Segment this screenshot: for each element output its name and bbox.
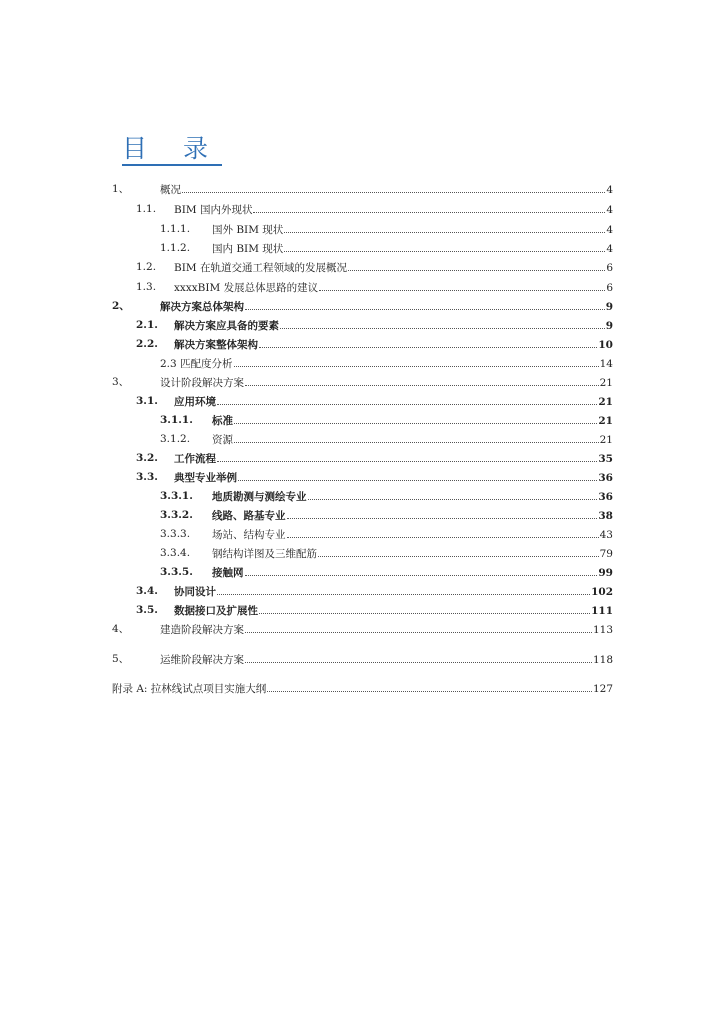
toc-entry-number: 4、 — [112, 623, 130, 635]
toc-dot-leader — [245, 651, 592, 663]
toc-entry[interactable] — [0, 450, 724, 466]
toc-entry-title: 工作流程 — [174, 453, 216, 465]
toc-entry[interactable] — [0, 336, 724, 352]
toc-entry-page: 21 — [598, 415, 613, 427]
toc-entry-title: BIM 在轨道交通工程领域的发展概况 — [174, 262, 347, 274]
toc-entry-page: 118 — [592, 654, 613, 666]
toc-dot-leader — [217, 450, 597, 462]
toc-entry-title: 2.3 匹配度分析 — [160, 358, 233, 370]
toc-dot-leader — [318, 545, 599, 557]
toc-entry[interactable] — [0, 602, 724, 618]
toc-entry-number: 3.3.2. — [160, 509, 193, 521]
toc-dot-leader — [234, 355, 599, 367]
toc-entry-title: 应用环境 — [174, 396, 216, 408]
toc-entry[interactable] — [0, 507, 724, 523]
toc-entry-number: 3.1.1. — [160, 414, 193, 426]
toc-entry-title: 数据接口及扩展性 — [174, 605, 258, 617]
toc-dot-leader — [234, 412, 597, 424]
toc-entry-page: 21 — [599, 434, 613, 446]
toc-dot-leader — [253, 201, 605, 213]
toc-entry-number: 1、 — [112, 183, 130, 195]
toc-dot-leader — [287, 507, 598, 519]
toc-entry[interactable] — [0, 526, 724, 542]
toc-entry-number: 3.3.3. — [160, 528, 191, 540]
toc-entry-page: 35 — [598, 453, 613, 465]
toc-entry-page: 9 — [605, 301, 613, 313]
toc-entry-title: 资源 — [212, 434, 233, 446]
toc-entry[interactable] — [0, 298, 724, 314]
toc-entry-page: 127 — [592, 683, 613, 695]
toc-entry-page: 4 — [606, 204, 613, 216]
toc-entry-page: 111 — [591, 605, 613, 617]
toc-entry[interactable] — [0, 317, 724, 333]
toc-dot-leader — [245, 564, 598, 576]
toc-entry[interactable] — [0, 488, 724, 504]
toc-dot-leader — [348, 259, 605, 271]
toc-entry-title: 解决方案总体架构 — [160, 301, 244, 313]
toc-entry-number: 3.2. — [136, 452, 158, 464]
toc-entry-title: 建造阶段解决方案 — [160, 624, 244, 636]
toc-entry[interactable] — [0, 393, 724, 409]
toc-entry[interactable] — [0, 240, 724, 256]
toc-entry[interactable] — [0, 279, 724, 295]
toc-entry-page: 4 — [606, 184, 613, 196]
toc-dot-leader — [308, 488, 598, 500]
toc-dot-leader — [182, 181, 605, 193]
toc-entry[interactable] — [0, 412, 724, 428]
toc-dot-leader — [234, 431, 599, 443]
toc-entry-title: 国内 BIM 现状 — [212, 243, 284, 255]
toc-dot-leader — [287, 526, 599, 538]
toc-dot-leader — [284, 221, 605, 233]
toc-entry-number: 2.2. — [136, 338, 158, 350]
toc-entry-page: 38 — [598, 510, 613, 522]
toc-entry[interactable] — [0, 583, 724, 599]
toc-title: 目 录 — [122, 134, 222, 166]
toc-entry[interactable] — [0, 431, 724, 447]
toc-entry-page: 9 — [605, 320, 613, 332]
toc-entry-number: 3.3. — [136, 471, 158, 483]
toc-entry-number: 1.1.2. — [160, 242, 191, 254]
toc-entry-number: 3.3.4. — [160, 547, 191, 559]
toc-entry-number: 3.5. — [136, 604, 158, 616]
toc-entry-title: 钢结构详图及三维配筋 — [212, 548, 317, 560]
toc-dot-leader — [245, 374, 599, 386]
toc-entry-title: 解决方案应具备的要素 — [174, 320, 279, 332]
toc-entry-title: 地质勘测与测绘专业 — [212, 491, 307, 503]
toc-entry-page: 21 — [598, 396, 613, 408]
toc-dot-leader — [217, 583, 590, 595]
toc-entry-title: 标准 — [212, 415, 233, 427]
toc-dot-leader — [267, 680, 592, 692]
toc-entry-number: 3.1.2. — [160, 433, 191, 445]
toc-entry-number: 3.3.5. — [160, 566, 193, 578]
toc-entry[interactable] — [0, 201, 724, 217]
toc-entry-title: 典型专业举例 — [174, 472, 237, 484]
toc-entry-page: 43 — [599, 529, 613, 541]
toc-entry-page: 36 — [598, 491, 613, 503]
toc-entry-number: 1.2. — [136, 261, 157, 273]
toc-entry-number: 3、 — [112, 376, 130, 388]
toc-entry-title: 接触网 — [212, 567, 244, 579]
toc-entry[interactable] — [0, 545, 724, 561]
toc-entry[interactable] — [0, 221, 724, 237]
toc-entry[interactable] — [0, 680, 724, 696]
toc-dot-leader — [259, 602, 590, 614]
toc-entry-title: 国外 BIM 现状 — [212, 224, 284, 236]
toc-entry-page: 10 — [598, 339, 613, 351]
toc-entry[interactable] — [0, 355, 724, 371]
toc-entry-title: xxxxBIM 发展总体思路的建议 — [174, 282, 319, 294]
toc-entry-number: 3.3.1. — [160, 490, 193, 502]
toc-dot-leader — [245, 621, 592, 633]
toc-entry-number: 1.1. — [136, 203, 157, 215]
toc-entry-title: BIM 国内外现状 — [174, 204, 253, 216]
toc-entry[interactable] — [0, 621, 724, 637]
toc-entry-page: 99 — [598, 567, 613, 579]
toc-entry-title: 设计阶段解决方案 — [160, 377, 244, 389]
toc-entry[interactable] — [0, 651, 724, 667]
toc-entry-number: 2、 — [112, 300, 130, 312]
toc-entry-page: 113 — [592, 624, 613, 636]
toc-entry-title: 附录 A: 拉林线试点项目实施大纲 — [112, 683, 267, 695]
toc-dot-leader — [259, 336, 597, 348]
toc-entry-page: 102 — [591, 586, 613, 598]
toc-entry-page: 79 — [599, 548, 613, 560]
toc-entry-page: 4 — [606, 243, 613, 255]
toc-dot-leader — [284, 240, 605, 252]
toc-dot-leader — [319, 279, 605, 291]
toc-dot-leader — [245, 298, 605, 310]
toc-entry-title: 协同设计 — [174, 586, 216, 598]
toc-entry-title: 概况 — [160, 184, 181, 196]
toc-entry-title: 运维阶段解决方案 — [160, 654, 244, 666]
toc-dot-leader — [280, 317, 605, 329]
toc-entry[interactable] — [0, 181, 724, 197]
toc-entry-number: 5、 — [112, 653, 130, 665]
toc-entry[interactable] — [0, 374, 724, 390]
toc-entry-number: 2.1. — [136, 319, 158, 331]
toc-entry-title: 场站、结构专业 — [212, 529, 286, 541]
toc-entry-title: 解决方案整体架构 — [174, 339, 258, 351]
toc-entry[interactable] — [0, 564, 724, 580]
toc-entry-page: 6 — [606, 262, 613, 274]
toc-entry-page: 4 — [606, 224, 613, 236]
toc-entry-number: 3.4. — [136, 585, 158, 597]
toc-entry-page: 14 — [599, 358, 613, 370]
toc-entry-page: 21 — [599, 377, 613, 389]
toc-entry-title: 线路、路基专业 — [212, 510, 286, 522]
toc-dot-leader — [238, 469, 597, 481]
toc-entry-number: 3.1. — [136, 395, 158, 407]
toc-dot-leader — [217, 393, 597, 405]
toc-entry-number: 1.3. — [136, 281, 157, 293]
toc-entry[interactable] — [0, 259, 724, 275]
toc-entry[interactable] — [0, 469, 724, 485]
toc-entry-page: 6 — [606, 282, 613, 294]
toc-entry-number: 1.1.1. — [160, 223, 191, 235]
toc-entry-page: 36 — [598, 472, 613, 484]
